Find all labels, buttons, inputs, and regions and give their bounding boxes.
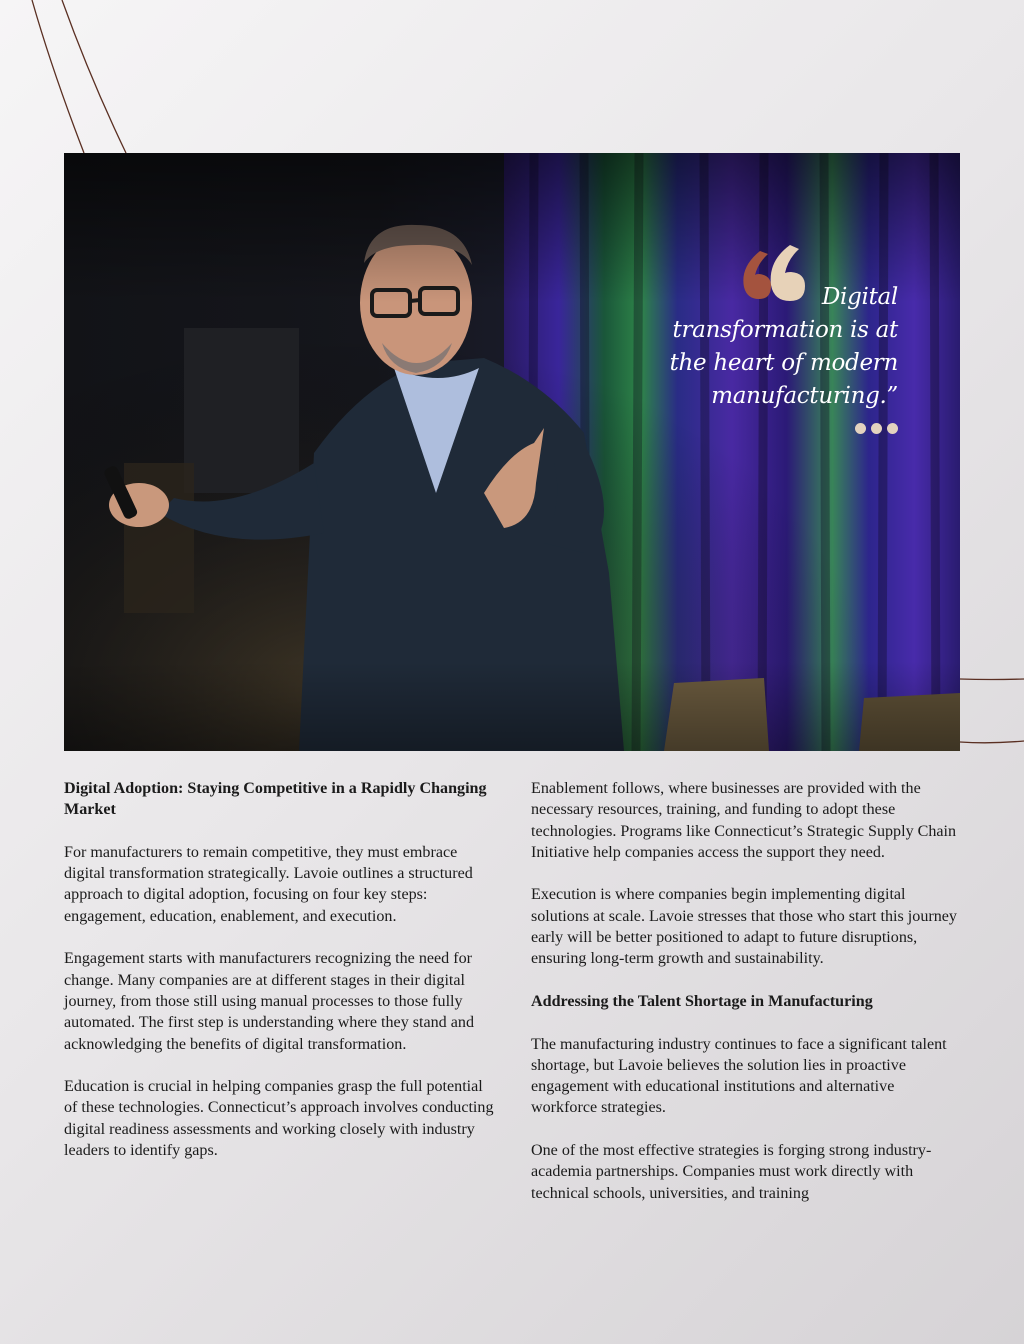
paragraph: The manufacturing industry continues to face a significant talent shortage, but Lavoie believes the solution lies in proactive engagement with educational institutions and alternative workforce strategies. [531,1035,947,1117]
dot-icon [887,423,898,434]
paragraph: Execution is where companies begin implementing digital solutions at scale. Lavoie stresses that those who start this journey early will be better positioned to adapt to future disruptions, ensuring long-term growth and sustainability. [531,886,957,968]
paragraph: For manufacturers to remain competitive, they must embrace digital transformation strategically. Lavoie outlines a structured approach to digital adoption, focusing on four key steps: engagement, education, enablement, and execution. [64,843,473,925]
speaker-photo [64,153,960,751]
pull-quote [668,245,898,434]
paragraph: One of the most effective strategies is forging strong industry-academia partnerships. Companies must work directly with technical schools, universities, and training [531,1142,932,1202]
section-heading: Digital Adoption: Staying Competitive in a Rapidly Changing Market [64,780,487,819]
quote-marks-icon [738,239,810,305]
dot-icon [855,423,866,434]
ellipsis-dots [668,423,898,434]
section-heading: Addressing the Talent Shortage in Manufacturing [531,992,873,1010]
article-column-left [64,778,494,1183]
dot-icon [871,423,882,434]
paragraph: Engagement starts with manufacturers recognizing the need for change. Many companies are at different stages in their digital journey, from those still using manual processes to those fully automated. The first step is understanding where they stand and acknowledging the benefits of digital transformation. [64,950,474,1053]
paragraph: Education is crucial in helping companies grasp the full potential of these technologies. Connecticut’s approach involves conducting digital readiness assessments and working closely with industry leaders to identify gaps. [64,1078,494,1160]
paragraph: Enablement follows, where businesses are provided with the necessary resources, training, and funding to adopt these technologies. Programs like Connecticut’s Strategic Supply Chain Initiative help companies access the support they need. [531,780,957,861]
quote-text: Digital transformation is at the heart of modern manufacturing.” [669,284,898,409]
article-column-right [531,778,961,1225]
